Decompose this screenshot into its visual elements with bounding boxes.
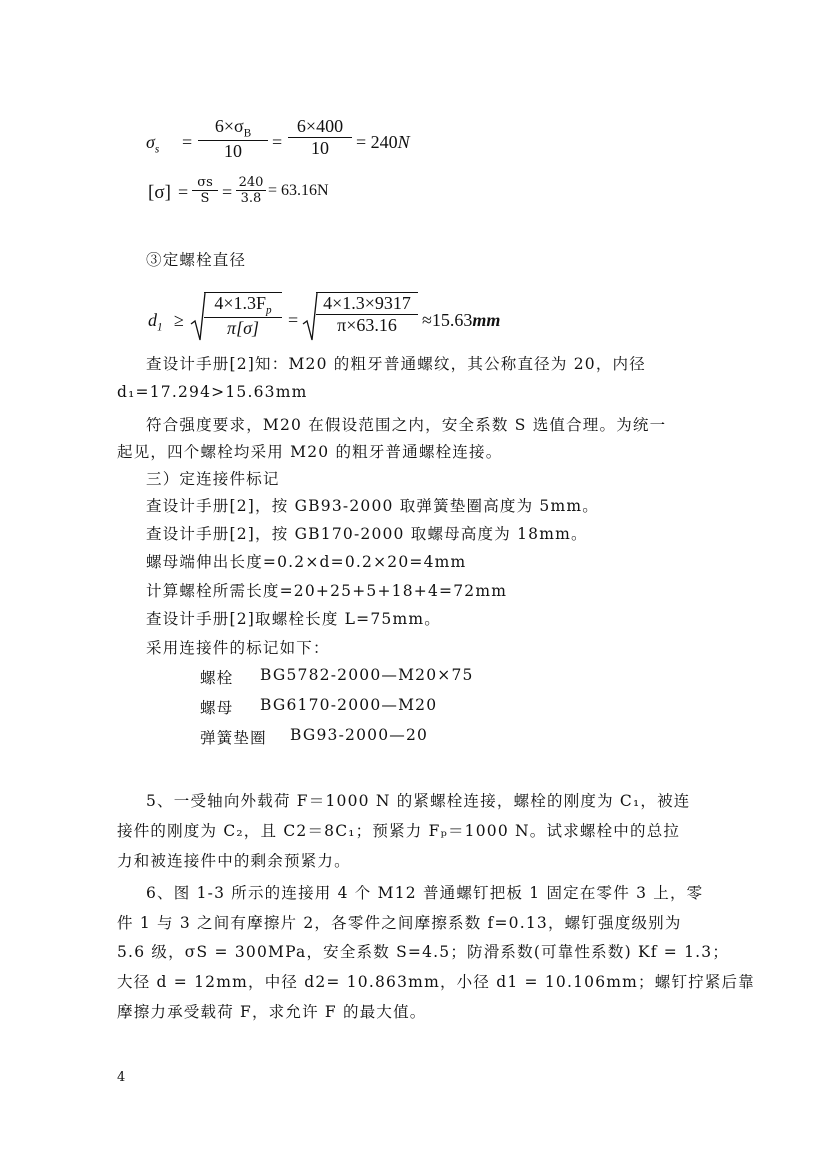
formula3-result: ≈15.63mm — [422, 310, 501, 330]
question-line: 接件的刚度为 C₂，且 C2＝8C₁；预紧力 Fₚ＝1000 N。试求螺栓中的总拉 — [117, 822, 681, 840]
formula1-eq: = — [182, 132, 193, 152]
question-line: 5.6 级，σS = 300MPa，安全系数 S=4.5；防滑系数(可靠性系数) Kf = 1.3； — [117, 943, 730, 961]
paragraph-line: 查设计手册[2]，按 GB93-2000 取弹簧垫圈高度为 5mm。 — [146, 497, 599, 515]
question-line: 5、一受轴向外载荷 F＝1000 N 的紧螺栓连接，螺栓的刚度为 C₁，被连 — [146, 792, 691, 810]
formula2-eq2: = — [222, 182, 233, 202]
page-number: 4 — [117, 1070, 126, 1085]
paragraph-line: d₁=17.294>15.63mm — [117, 383, 308, 401]
formula2-frac1: σs S — [192, 175, 218, 206]
formula3-ge: ≥ — [174, 310, 184, 330]
question-line: 大径 d = 12mm，中径 d2= 10.863mm，小径 d1 = 10.106mm；螺钉拧紧后靠 — [117, 973, 755, 991]
marking-name: 弹簧垫圈 — [200, 729, 267, 747]
marking-code: BG5782-2000—M20×75 — [260, 666, 474, 684]
marking-name: 螺母 — [200, 699, 234, 717]
formula2-frac2: 240 3.8 — [236, 175, 266, 206]
paragraph-line: 符合强度要求，M20 在假设范围之内，安全系数 S 选值合理。为统一 — [146, 416, 667, 434]
formula3-frac2: 4×1.3×9317 π×63.16 — [316, 292, 418, 336]
formula2-eq: = — [178, 182, 189, 202]
paragraph-line: 起见，四个螺栓均采用 M20 的粗牙普通螺栓连接。 — [117, 443, 503, 461]
formula1-result: = 240N — [356, 132, 410, 152]
formula1-frac1: $6\times\sigma_B$ 10 — [198, 116, 268, 162]
paragraph-line: 计算螺栓所需长度=20+25+5+18+4=72mm — [146, 582, 508, 600]
marking-code: BG93-2000—20 — [290, 726, 429, 744]
formula3-lhs: $d_1$ — [148, 310, 163, 334]
formula2-result: = 63.16N — [268, 182, 329, 199]
formula1-frac2: 6×400 10 — [288, 116, 352, 159]
question-line: 力和被连接件中的剩余预紧力。 — [117, 852, 351, 870]
paragraph-line: 查设计手册[2]取螺栓长度 L=75mm。 — [146, 610, 441, 628]
paragraph-line: 螺母端伸出长度=0.2×d=0.2×20=4mm — [146, 553, 467, 571]
paragraph-line: 查设计手册[2]知：M20 的粗牙普通螺纹，其公称直径为 20，内径 — [146, 355, 646, 373]
subsection-heading: 三）定连接件标记 — [146, 470, 280, 488]
formula1-lhs: $\sigma_s$ — [146, 132, 160, 156]
question-line: 6、图 1-3 所示的连接用 4 个 M12 普通螺钉把板 1 固定在零件 3 上，零 — [146, 884, 704, 902]
marking-code: BG6170-2000—M20 — [260, 696, 438, 714]
formula3-eq: = — [288, 310, 299, 330]
section-label-bolt-diameter: ③定螺栓直径 — [146, 251, 247, 269]
paragraph-line: 采用连接件的标记如下： — [146, 639, 330, 657]
paragraph-line: 查设计手册[2]，按 GB170-2000 取螺母高度为 18mm。 — [146, 525, 588, 543]
formula2-lhs: [σ] — [148, 182, 171, 203]
question-line: 摩擦力承受载荷 F，求允许 F 的最大值。 — [117, 1003, 427, 1021]
formula3-frac1: $4\times 1.3F_p$ π[σ] — [204, 292, 282, 339]
marking-name: 螺栓 — [200, 669, 234, 687]
formula1-eq2: = — [272, 132, 283, 152]
question-line: 件 1 与 3 之间有摩擦片 2，各零件之间摩擦系数 f=0.13，螺钉强度级别为 — [117, 914, 682, 932]
